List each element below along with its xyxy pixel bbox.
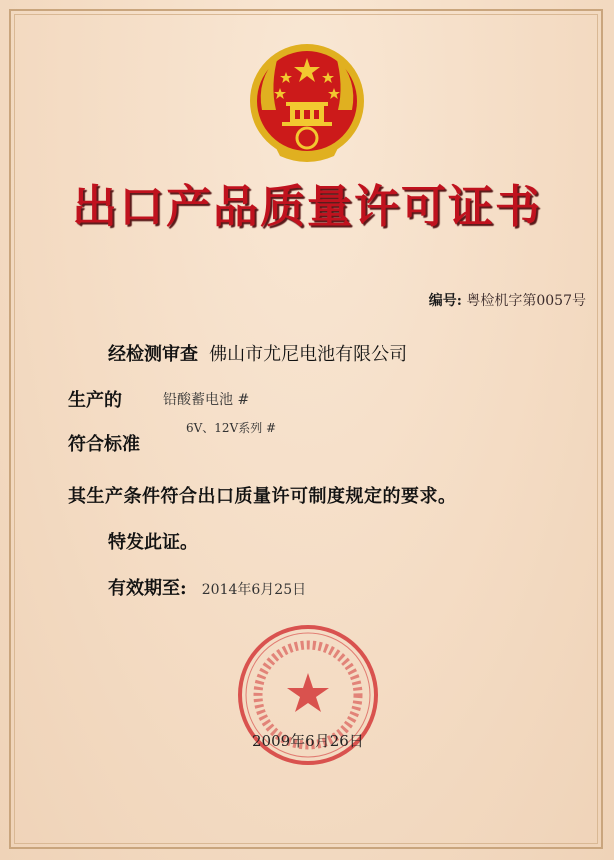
certificate-title: 出口产品质量许可证书 — [71, 180, 542, 233]
certificate-number — [429, 290, 586, 310]
validity-line — [108, 574, 306, 600]
standard-label: 符合标准 — [68, 434, 140, 455]
valid-until-date: 2014年6月25日 — [201, 582, 307, 598]
product-spec: 6V、12V系列 # — [186, 421, 277, 435]
inspected-line — [108, 340, 407, 366]
national-emblem-icon — [248, 40, 366, 162]
company-name: 佛山市尤尼电池有限公司 — [209, 344, 408, 365]
inspected-label: 经检测审查 — [108, 344, 198, 365]
product-name: 铅酸蓄电池 # — [163, 392, 250, 408]
certificate-number-label: 编号: — [428, 293, 462, 309]
certificate-number-value: 粤检机字第0057号 — [466, 293, 586, 309]
conformity-statement: 其生产条件符合出口质量许可制度规定的要求。 — [68, 486, 457, 507]
issuance-statement: 特发此证。 — [108, 532, 198, 553]
produced-label: 生产的 — [68, 390, 122, 411]
issue-date: 2009年6月26日 — [252, 732, 364, 750]
valid-until-label: 有效期至: — [108, 578, 187, 599]
